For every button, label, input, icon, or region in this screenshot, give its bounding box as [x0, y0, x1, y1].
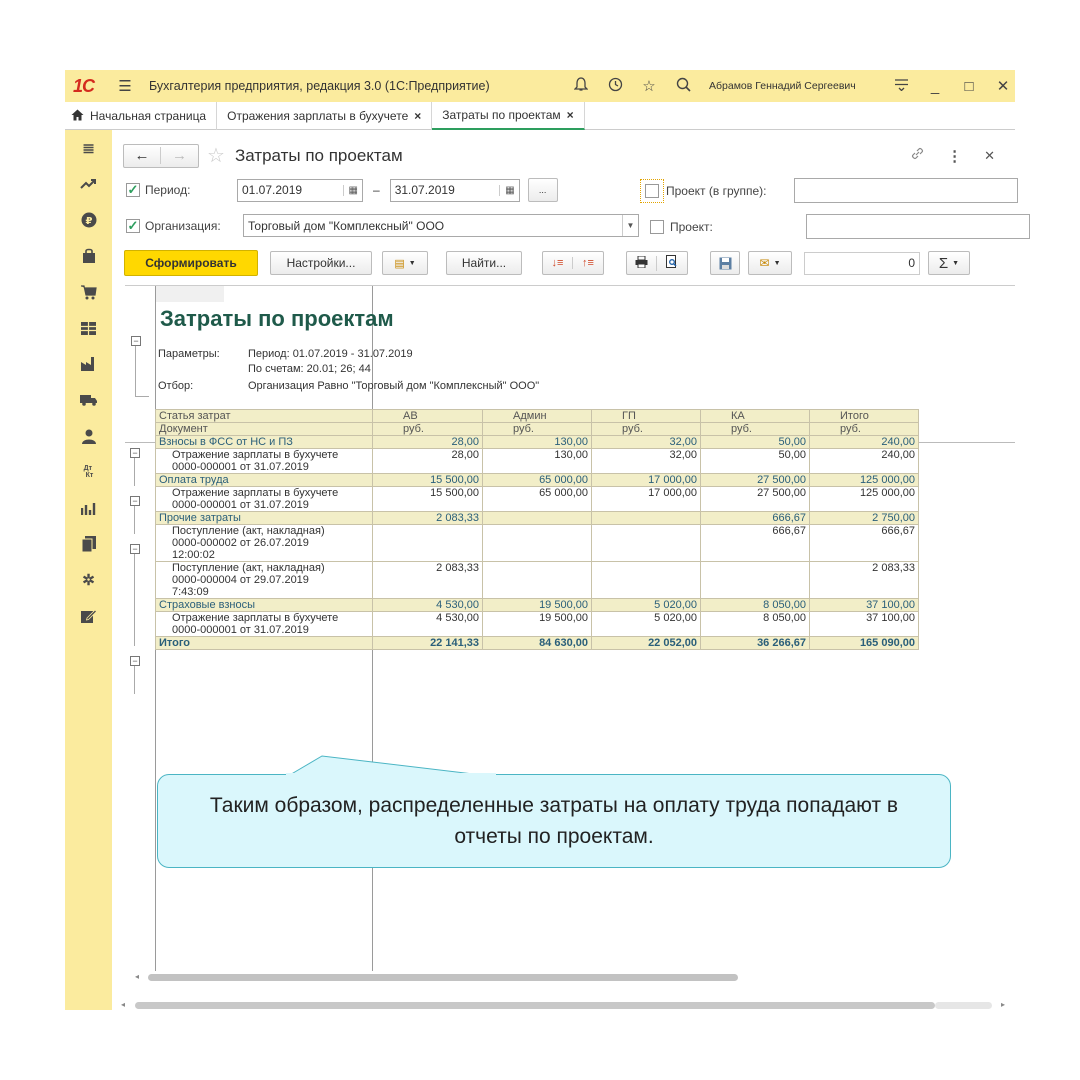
edit-document-icon[interactable]	[65, 598, 112, 634]
table-cell[interactable]	[483, 525, 592, 562]
table-row[interactable]	[156, 487, 919, 512]
scroll-left-icon[interactable]: ◂	[121, 1000, 126, 1009]
header-cell	[156, 286, 224, 302]
table-cell[interactable]: КА	[701, 410, 810, 423]
table-cell[interactable]: 27 500,00	[701, 474, 810, 487]
tab-home-label: Начальная страница	[90, 109, 207, 123]
table-cell[interactable]	[592, 562, 701, 599]
command-bar	[124, 250, 970, 276]
group-line	[134, 666, 135, 694]
table-cell[interactable]: 65 000,00	[483, 487, 592, 512]
dropdown-arrow-icon: ▼	[952, 259, 960, 267]
organization-row	[126, 214, 639, 237]
find-button[interactable]: Найти...	[446, 251, 522, 275]
favorites-star-icon[interactable]: ☆	[642, 78, 656, 95]
table-cell[interactable]	[592, 512, 701, 525]
table-row[interactable]	[156, 525, 919, 562]
user-name[interactable]: Абрамов Геннадий Сергеевич	[709, 80, 856, 92]
table-cell[interactable]: 125 000,00	[810, 487, 919, 512]
form-horizontal-scrollbar[interactable]	[135, 1002, 935, 1009]
table-cell[interactable]: Взносы в ФСС от НС и ПЗ	[156, 436, 373, 449]
variants-button[interactable]	[382, 251, 428, 275]
history-icon[interactable]	[603, 77, 627, 96]
table-cell[interactable]	[373, 525, 483, 562]
params-accounts: По счетам: 20.01; 26; 44	[248, 363, 371, 375]
collapse-toggle-icon[interactable]: −	[130, 544, 140, 554]
period-checkbox[interactable]: ✓	[127, 182, 139, 197]
tab-project-costs-label: Затраты по проектам	[442, 108, 561, 122]
period-row	[126, 178, 558, 202]
table-cell[interactable]: 65 000,00	[483, 474, 592, 487]
table-cell[interactable]: Админ	[483, 410, 592, 423]
table-cell[interactable]: 8 050,00	[701, 599, 810, 612]
sort-descending-icon[interactable]: ↓≡	[543, 257, 573, 269]
table-cell[interactable]: 17 000,00	[592, 474, 701, 487]
sum-field	[804, 252, 920, 275]
bell-icon[interactable]	[569, 77, 593, 96]
print-preview-icon[interactable]	[657, 255, 687, 271]
callout-tooltip	[157, 774, 951, 868]
table-total-row[interactable]	[156, 637, 919, 650]
trend-chart-icon[interactable]	[65, 166, 112, 202]
home-icon	[71, 109, 84, 124]
period-select-button[interactable]: ...	[528, 178, 558, 202]
dropdown-arrow-icon[interactable]: ▼	[622, 215, 638, 236]
callout-pointer-join	[286, 773, 496, 776]
report-spreadsheet[interactable]	[125, 285, 1015, 975]
debit-credit-icon[interactable]: Дт Кт	[83, 465, 94, 479]
table-cell[interactable]	[701, 562, 810, 599]
period-from-field[interactable]	[237, 179, 363, 202]
table-cell[interactable]: 666,67	[701, 512, 810, 525]
title-bar	[65, 70, 1015, 102]
tab-salary-posting[interactable]	[217, 102, 432, 130]
organization-label: Организация:	[145, 218, 221, 233]
table-cell[interactable]: 50,00	[701, 436, 810, 449]
collapse-toggle-icon[interactable]: −	[130, 656, 140, 666]
table-cell[interactable]	[483, 512, 592, 525]
sum-mode-button[interactable]	[928, 251, 970, 275]
sections-sidebar	[65, 130, 112, 1010]
back-arrow-icon[interactable]: ←	[124, 147, 161, 164]
gear-icon[interactable]: ✲	[82, 572, 95, 589]
group-line	[134, 458, 135, 486]
table-cell[interactable]: 240,00	[810, 436, 919, 449]
group-line	[134, 554, 135, 646]
table-cell[interactable]: руб.	[701, 423, 810, 436]
collapse-toggle-icon[interactable]: −	[131, 336, 141, 346]
table-cell[interactable]: 8 050,00	[701, 612, 810, 637]
callout-text: Таким образом, распределенные затраты на оплату труда попадают в отчеты по проектам.	[209, 794, 899, 848]
tab-home[interactable]	[65, 102, 217, 130]
menu-list-icon[interactable]: ≣	[82, 140, 95, 157]
table-cell[interactable]	[592, 525, 701, 562]
period-to-value: 31.07.2019	[394, 183, 455, 197]
table-cell[interactable]: Страховые взносы	[156, 599, 373, 612]
table-cell[interactable]: 19 500,00	[483, 612, 592, 637]
app-title: Бухгалтерия предприятия, редакция 3.0 (1С:Предприятие)	[149, 79, 490, 93]
filter-value: Организация Равно "Торговый дом "Комплексный" ООО"	[248, 380, 540, 392]
shopping-bag-icon[interactable]	[65, 238, 112, 274]
params-row	[158, 348, 413, 360]
table-cell[interactable]: Итого	[810, 410, 919, 423]
table-row[interactable]	[156, 612, 919, 637]
table-cell[interactable]: 130,00	[483, 449, 592, 474]
cell-text: Поступление (акт, накладная)	[172, 562, 325, 574]
cell-text: 0000-000002 от 26.07.2019	[172, 537, 309, 549]
organization-checkbox[interactable]: ✓	[127, 217, 139, 233]
close-icon[interactable]: ×	[414, 109, 422, 123]
group-line	[135, 346, 136, 396]
sort-ascending-icon[interactable]: ↑≡	[582, 257, 594, 269]
link-icon[interactable]	[910, 146, 925, 165]
project-group-checkbox-wrap	[640, 179, 664, 203]
period-dash: –	[373, 183, 380, 197]
table-cell[interactable]: 15 500,00	[373, 487, 483, 512]
table-cell[interactable]: 50,00	[701, 449, 810, 474]
table-cell[interactable]: 4 530,00	[373, 599, 483, 612]
warehouse-grid-icon[interactable]	[65, 310, 112, 346]
calendar-icon[interactable]: ▦	[499, 185, 514, 196]
table-cell[interactable]: руб.	[483, 423, 592, 436]
table-header-row[interactable]	[156, 423, 919, 436]
project-group-field[interactable]	[794, 178, 1018, 203]
cell-text: Отражение зарплаты в бухучете	[172, 449, 339, 461]
table-group-row[interactable]	[156, 474, 919, 487]
table-cell[interactable]: 15 500,00	[373, 474, 483, 487]
collapse-toggle-icon[interactable]: −	[130, 496, 140, 506]
generate-button[interactable]: Сформировать	[124, 250, 258, 276]
table-cell[interactable]: 19 500,00	[483, 599, 592, 612]
table-cell[interactable]: 125 000,00	[810, 474, 919, 487]
group-line	[135, 396, 149, 397]
organization-field[interactable]	[243, 214, 639, 237]
table-row[interactable]	[156, 449, 919, 474]
print-icon[interactable]	[627, 256, 657, 271]
cell-text: 0000-000004 от 29.07.2019	[172, 574, 309, 586]
nav-buttons	[123, 144, 199, 168]
close-icon[interactable]: ×	[566, 108, 574, 122]
cell-text: 0000-000001 от 31.07.2019	[172, 624, 309, 636]
project-row	[650, 214, 1030, 239]
search-icon[interactable]	[671, 77, 695, 96]
print-buttons	[626, 251, 688, 275]
project-label: Проект:	[670, 219, 713, 234]
table-cell[interactable]: Прочие затраты	[156, 512, 373, 525]
scroll-track	[935, 1002, 992, 1009]
table-cell[interactable]: 37 100,00	[810, 612, 919, 637]
report-variant-icon: ▤	[394, 257, 405, 270]
table-group-row[interactable]	[156, 599, 919, 612]
dropdown-arrow-icon: ▼	[773, 259, 781, 267]
table-cell[interactable]: 2 083,33	[373, 512, 483, 525]
main-menu-icon[interactable]: ☰	[118, 78, 132, 95]
project-checkbox[interactable]	[650, 220, 664, 234]
report-title: Затраты по проектам	[160, 306, 394, 331]
table-cell[interactable]: 666,67	[701, 525, 810, 562]
table-cell[interactable]: 2 083,33	[373, 562, 483, 599]
organization-value: Торговый дом "Комплексный" ООО	[248, 218, 445, 233]
period-to-field[interactable]	[390, 179, 520, 202]
sort-buttons	[542, 251, 604, 275]
close-window-icon[interactable]: ✕	[996, 78, 1010, 95]
sum-value: 0	[908, 256, 915, 270]
send-mail-button[interactable]	[748, 251, 792, 275]
scroll-left-icon[interactable]: ◂	[135, 972, 140, 981]
table-cell[interactable]: 28,00	[373, 436, 483, 449]
cell-text: 7:43:09	[172, 586, 209, 598]
cell-text: 12:00:02	[172, 549, 215, 561]
table-cell[interactable]: руб.	[373, 423, 483, 436]
dropdown-arrow-icon: ▼	[408, 259, 416, 267]
table-cell[interactable]: 22 141,33	[373, 637, 483, 650]
table-cell[interactable]: 5 020,00	[592, 599, 701, 612]
table-cell[interactable]: 32,00	[592, 436, 701, 449]
period-from-value: 01.07.2019	[242, 183, 303, 197]
cell-text: 0000-000001 от 31.07.2019	[172, 499, 309, 511]
filter-row	[158, 380, 539, 392]
truck-icon[interactable]	[65, 382, 112, 418]
table-cell[interactable]: 240,00	[810, 449, 919, 474]
table-cell[interactable]: 84 630,00	[483, 637, 592, 650]
table-cell[interactable]: 32,00	[592, 449, 701, 474]
table-cell[interactable]: 666,67	[810, 525, 919, 562]
filter-label: Отбор:	[158, 380, 194, 392]
form-header	[123, 143, 1003, 168]
cell-text: Поступление (акт, накладная)	[172, 525, 325, 537]
factory-icon[interactable]	[65, 346, 112, 382]
ruble-coin-icon[interactable]	[65, 202, 112, 238]
table-cell[interactable]: 36 266,67	[701, 637, 810, 650]
minimize-icon[interactable]: _	[930, 77, 940, 95]
report-horizontal-scrollbar[interactable]	[148, 974, 738, 981]
documents-icon[interactable]	[65, 526, 112, 562]
table-cell[interactable]: Статья затрат	[156, 410, 373, 423]
cell-text: Отражение зарплаты в бухучете	[172, 612, 339, 624]
forward-arrow-icon[interactable]: →	[172, 147, 187, 164]
person-icon[interactable]	[65, 418, 112, 454]
svg-text:₽: ₽	[85, 216, 92, 227]
form-title: Затраты по проектам	[234, 145, 403, 165]
cell-text: 0000-000001 от 31.07.2019	[172, 461, 309, 473]
group-line	[134, 506, 135, 534]
table-cell[interactable]	[156, 525, 373, 562]
table-cell[interactable]	[156, 449, 373, 474]
save-icon[interactable]	[710, 251, 740, 275]
table-cell[interactable]: 2 750,00	[810, 512, 919, 525]
favorite-star-icon[interactable]: ☆	[207, 145, 225, 167]
table-cell[interactable]	[156, 562, 373, 599]
params-label: Параметры:	[158, 348, 220, 360]
scroll-right-icon[interactable]: ▸	[1001, 1000, 1006, 1009]
table-group-row[interactable]	[156, 436, 919, 449]
table-cell[interactable]: 28,00	[373, 449, 483, 474]
project-group-checkbox[interactable]	[645, 184, 659, 198]
title-bar-actions	[559, 77, 1015, 96]
envelope-icon: ✉	[759, 256, 770, 270]
table-cell[interactable]: Итого	[156, 637, 373, 650]
table-cell[interactable]	[483, 562, 592, 599]
table-group-row[interactable]	[156, 512, 919, 525]
project-group-label: Проект (в группе):	[666, 183, 767, 198]
table-cell[interactable]: 4 530,00	[373, 612, 483, 637]
report-table[interactable]	[155, 409, 919, 650]
bar-chart-icon[interactable]	[65, 490, 112, 526]
calendar-icon[interactable]: ▦	[343, 185, 358, 196]
table-cell[interactable]: 5 020,00	[592, 612, 701, 637]
table-cell[interactable]: 130,00	[483, 436, 592, 449]
table-cell[interactable]: 17 000,00	[592, 487, 701, 512]
app-logo: 1С	[73, 75, 95, 96]
table-row[interactable]	[156, 562, 919, 599]
settings-button[interactable]: Настройки...	[270, 251, 372, 275]
sigma-icon: Σ	[938, 254, 949, 272]
table-cell[interactable]: 27 500,00	[701, 487, 810, 512]
cell-text: Отражение зарплаты в бухучете	[172, 487, 339, 499]
table-cell[interactable]: 165 090,00	[810, 637, 919, 650]
table-cell[interactable]: руб.	[810, 423, 919, 436]
project-field[interactable]	[806, 214, 1030, 239]
table-cell[interactable]: АВ	[373, 410, 483, 423]
project-group-row	[640, 178, 1018, 203]
cart-icon[interactable]	[65, 274, 112, 310]
table-cell[interactable]	[156, 487, 373, 512]
collapse-toggle-icon[interactable]: −	[130, 448, 140, 458]
params-period: Период: 01.07.2019 - 31.07.2019	[248, 348, 413, 360]
table-cell[interactable]: 37 100,00	[810, 599, 919, 612]
table-cell[interactable]: 2 083,33	[810, 562, 919, 599]
table-cell[interactable]: руб.	[592, 423, 701, 436]
table-cell[interactable]: 22 052,00	[592, 637, 701, 650]
tab-project-costs[interactable]	[432, 102, 584, 130]
table-cell[interactable]	[156, 612, 373, 637]
table-header-row[interactable]	[156, 410, 919, 423]
table-cell[interactable]: Оплата труда	[156, 474, 373, 487]
maximize-icon[interactable]: □	[964, 77, 974, 95]
tab-salary-posting-label: Отражения зарплаты в бухучете	[227, 109, 409, 123]
tabs-bar	[65, 102, 1015, 130]
period-label: Период:	[145, 183, 191, 197]
settings-menu-icon[interactable]	[889, 78, 913, 95]
table-cell[interactable]: Документ	[156, 423, 373, 436]
close-form-icon[interactable]: ✕	[984, 147, 995, 163]
more-actions-icon[interactable]: ⋮	[947, 147, 963, 165]
table-cell[interactable]: ГП	[592, 410, 701, 423]
